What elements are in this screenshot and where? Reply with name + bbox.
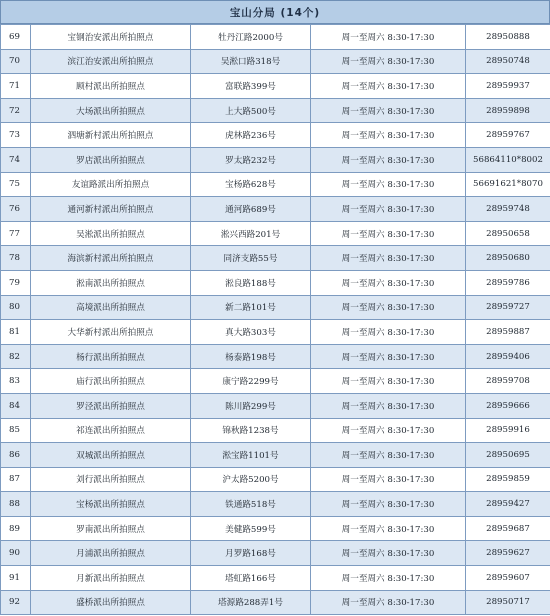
phone-cell: 28959406 [466,344,550,369]
table-row [1,147,550,172]
row-number-cell: 79 [1,270,31,295]
row-number-cell: 80 [1,295,31,320]
phone-cell: 28959786 [466,270,550,295]
table-row [1,541,550,566]
station-name-cell: 大场派出所拍照点 [31,98,191,123]
row-number-cell: 76 [1,197,31,222]
hours-cell: 周一至周六 8:30-17:30 [311,295,466,320]
table-row [1,590,550,615]
row-number-cell: 81 [1,320,31,345]
address-cell: 宝杨路628号 [191,172,311,197]
district-header [0,0,550,24]
table-row [1,172,550,197]
phone-cell: 28959666 [466,393,550,418]
table-row [1,393,550,418]
table-row [1,246,550,271]
station-name-cell: 淞南派出所拍照点 [31,270,191,295]
hours-cell: 周一至周六 8:30-17:30 [311,516,466,541]
row-number-cell: 72 [1,98,31,123]
phone-cell: 28950695 [466,443,550,468]
hours-cell: 周一至周六 8:30-17:30 [311,492,466,517]
hours-cell: 周一至周六 8:30-17:30 [311,566,466,591]
address-cell: 虎林路236号 [191,123,311,148]
station-name-cell: 大华新村派出所拍照点 [31,320,191,345]
address-cell: 富联路399号 [191,74,311,99]
address-cell: 同济支路55号 [191,246,311,271]
phone-cell: 28950748 [466,49,550,74]
address-cell: 吴淞口路318号 [191,49,311,74]
hours-cell: 周一至周六 8:30-17:30 [311,98,466,123]
hours-cell: 周一至周六 8:30-17:30 [311,49,466,74]
table-row [1,270,550,295]
station-name-cell: 滨江治安派出所拍照点 [31,49,191,74]
table-row [1,98,550,123]
station-name-cell: 罗店派出所拍照点 [31,147,191,172]
station-name-cell: 吴淞派出所拍照点 [31,221,191,246]
table-row [1,566,550,591]
station-name-cell: 宝杨派出所拍照点 [31,492,191,517]
station-name-cell: 月浦派出所拍照点 [31,541,191,566]
table-row [1,320,550,345]
station-name-cell: 双城派出所拍照点 [31,443,191,468]
hours-cell: 周一至周六 8:30-17:30 [311,590,466,615]
station-name-cell: 友谊路派出所拍照点 [31,172,191,197]
station-name-cell: 刘行派出所拍照点 [31,467,191,492]
phone-cell: 28950658 [466,221,550,246]
phone-cell: 56691621*8070 [466,172,550,197]
phone-cell: 28959937 [466,74,550,99]
table-row [1,492,550,517]
hours-cell: 周一至周六 8:30-17:30 [311,25,466,50]
table-row [1,74,550,99]
hours-cell: 周一至周六 8:30-17:30 [311,467,466,492]
table-row [1,443,550,468]
table-row [1,344,550,369]
row-number-cell: 70 [1,49,31,74]
phone-cell: 28950680 [466,246,550,271]
hours-cell: 周一至周六 8:30-17:30 [311,123,466,148]
hours-cell: 周一至周六 8:30-17:30 [311,74,466,99]
station-name-cell: 罗泾派出所拍照点 [31,393,191,418]
phone-cell: 28959898 [466,98,550,123]
phone-cell: 28959748 [466,197,550,222]
row-number-cell: 88 [1,492,31,517]
row-number-cell: 86 [1,443,31,468]
table-row [1,516,550,541]
row-number-cell: 82 [1,344,31,369]
row-number-cell: 77 [1,221,31,246]
address-cell: 罗太路232号 [191,147,311,172]
phone-cell: 28959607 [466,566,550,591]
phone-cell: 28959859 [466,467,550,492]
station-name-cell: 罗南派出所拍照点 [31,516,191,541]
district-title: 宝山分局 (14个) [229,6,321,19]
address-cell: 上大路500号 [191,98,311,123]
table-row [1,369,550,394]
row-number-cell: 69 [1,25,31,50]
station-name-cell: 月新派出所拍照点 [31,566,191,591]
table-row [1,221,550,246]
address-cell: 通河路689号 [191,197,311,222]
phone-cell: 28959708 [466,369,550,394]
hours-cell: 周一至周六 8:30-17:30 [311,172,466,197]
table-row [1,467,550,492]
address-cell: 塔虹路166号 [191,566,311,591]
phone-cell: 28950717 [466,590,550,615]
address-cell: 淞宝路1101号 [191,443,311,468]
row-number-cell: 75 [1,172,31,197]
table-row [1,25,550,50]
photo-point-table [0,24,550,615]
address-cell: 沪太路5200号 [191,467,311,492]
station-name-cell: 顾村派出所拍照点 [31,74,191,99]
hours-cell: 周一至周六 8:30-17:30 [311,270,466,295]
address-cell: 杨泰路198号 [191,344,311,369]
row-number-cell: 74 [1,147,31,172]
row-number-cell: 85 [1,418,31,443]
table-body [1,25,550,615]
hours-cell: 周一至周六 8:30-17:30 [311,369,466,394]
address-cell: 铁通路518号 [191,492,311,517]
table-row [1,418,550,443]
phone-cell: 28959687 [466,516,550,541]
station-name-cell: 通河新村派出所拍照点 [31,197,191,222]
row-number-cell: 91 [1,566,31,591]
phone-cell: 28959627 [466,541,550,566]
table-row [1,295,550,320]
row-number-cell: 90 [1,541,31,566]
hours-cell: 周一至周六 8:30-17:30 [311,344,466,369]
table-row [1,49,550,74]
address-cell: 塔源路288弄1号 [191,590,311,615]
address-cell: 淞兴西路201号 [191,221,311,246]
phone-cell: 28959916 [466,418,550,443]
address-cell: 美健路599号 [191,516,311,541]
address-cell: 陈川路299号 [191,393,311,418]
phone-cell: 28959767 [466,123,550,148]
address-cell: 新二路101号 [191,295,311,320]
hours-cell: 周一至周六 8:30-17:30 [311,443,466,468]
table-row [1,197,550,222]
hours-cell: 周一至周六 8:30-17:30 [311,393,466,418]
hours-cell: 周一至周六 8:30-17:30 [311,320,466,345]
hours-cell: 周一至周六 8:30-17:30 [311,221,466,246]
station-name-cell: 杨行派出所拍照点 [31,344,191,369]
address-cell: 康宁路2299号 [191,369,311,394]
station-name-cell: 高境派出所拍照点 [31,295,191,320]
row-number-cell: 83 [1,369,31,394]
phone-cell: 28950888 [466,25,550,50]
row-number-cell: 71 [1,74,31,99]
phone-cell: 28959427 [466,492,550,517]
table-row [1,123,550,148]
phone-cell: 56864110*8002 [466,147,550,172]
address-cell: 牡丹江路2000号 [191,25,311,50]
station-name-cell: 祁连派出所拍照点 [31,418,191,443]
address-cell: 淞良路188号 [191,270,311,295]
row-number-cell: 73 [1,123,31,148]
row-number-cell: 84 [1,393,31,418]
station-name-cell: 泗塘新村派出所拍照点 [31,123,191,148]
row-number-cell: 92 [1,590,31,615]
station-name-cell: 海滨新村派出所拍照点 [31,246,191,271]
hours-cell: 周一至周六 8:30-17:30 [311,246,466,271]
hours-cell: 周一至周六 8:30-17:30 [311,147,466,172]
address-cell: 月罗路168号 [191,541,311,566]
hours-cell: 周一至周六 8:30-17:30 [311,197,466,222]
address-cell: 锦秋路1238号 [191,418,311,443]
station-name-cell: 庙行派出所拍照点 [31,369,191,394]
phone-cell: 28959727 [466,295,550,320]
hours-cell: 周一至周六 8:30-17:30 [311,418,466,443]
hours-cell: 周一至周六 8:30-17:30 [311,541,466,566]
address-cell: 真大路303号 [191,320,311,345]
station-name-cell: 宝钢治安派出所拍照点 [31,25,191,50]
station-name-cell: 盛桥派出所拍照点 [31,590,191,615]
row-number-cell: 89 [1,516,31,541]
row-number-cell: 78 [1,246,31,271]
row-number-cell: 87 [1,467,31,492]
phone-cell: 28959887 [466,320,550,345]
